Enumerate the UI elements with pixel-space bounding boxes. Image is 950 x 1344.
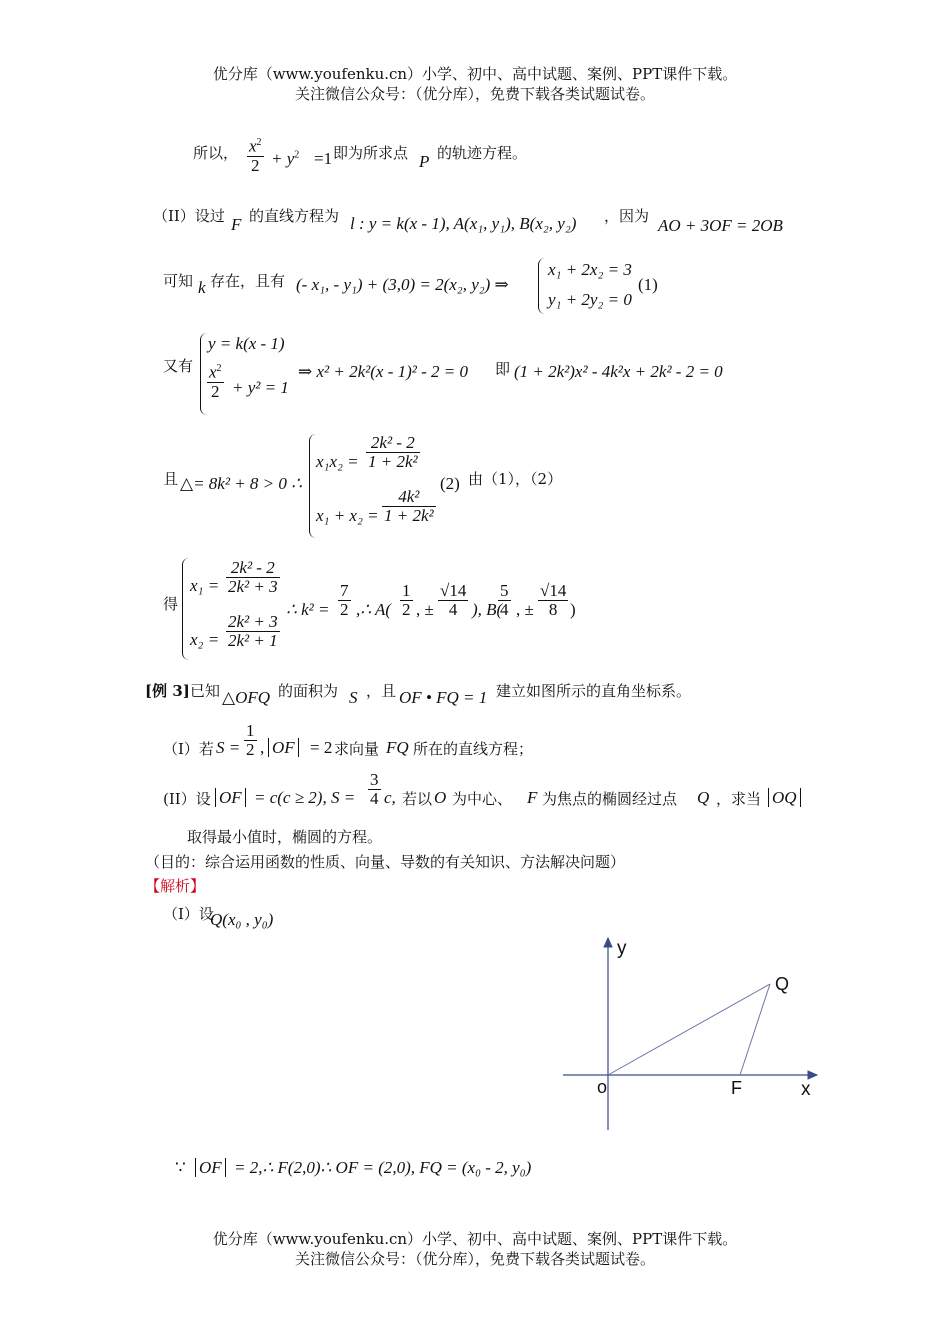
fraction-sys2: $\frac{x^2}{2}$ xyxy=(205,360,226,401)
fraction-x2-over-2: $\frac{x^2}{2}$ xyxy=(245,134,266,175)
fraction-A-x: $\frac{1}{2}$ xyxy=(402,581,411,619)
text-youyou: 又有 xyxy=(163,357,194,375)
q2-Q: Q xyxy=(697,788,710,807)
segment-FQ xyxy=(740,984,770,1075)
fraction-k2: $\frac{7}{2}$ xyxy=(340,581,349,619)
text-because: ，因为 xyxy=(604,207,650,225)
eq-line-l: l : y = k(x - 1), A(x₁, y₁), B(x₂, y₂) xyxy=(350,214,577,233)
brace-system-4 xyxy=(182,558,189,660)
text-kezhi: 可知 xyxy=(163,272,194,290)
q1-label: （I）若 xyxy=(163,740,214,758)
header-line-1: 优分库（www.youfenku.cn）小学、初中、高中试题、案例、PPT课件下载。 xyxy=(212,65,738,83)
example-text-3: ，且 xyxy=(366,682,397,700)
example-triangle: △OFQ xyxy=(222,688,271,707)
eq-sys4-a-lhs: x₁ = xyxy=(190,576,220,595)
text-you12: 由（1），（2） xyxy=(468,470,563,488)
label-O: o xyxy=(597,1077,608,1097)
final-abs-OF: OF xyxy=(195,1158,226,1178)
q1-end: 所在的直线方程； xyxy=(413,740,534,758)
symbol-P: P xyxy=(419,152,430,171)
eq-sys3-b-lhs: x₁ + x₂ = xyxy=(316,506,379,525)
fraction-B-x: $\frac{5}{4}$ xyxy=(500,581,509,619)
fraction-B-y: $\frac{√14}{8}$ xyxy=(540,581,567,619)
eq-sys2-b: + y² = 1 xyxy=(232,378,289,397)
brace-system-1 xyxy=(538,258,545,314)
eq-B-comma: , ± xyxy=(516,600,534,619)
sol1-label: （I）设 xyxy=(163,905,214,923)
q2-eq: = c(c ≥ 2), S = xyxy=(254,788,356,807)
eq-sys4-b-lhs: x₂ = xyxy=(190,630,220,649)
text-traj: 即为所求点 xyxy=(333,144,409,162)
eq-B-label: ), B( xyxy=(472,600,503,619)
text-suoyi: 所以， xyxy=(193,144,239,162)
sol1-Q: Q(x₀ , y₀) xyxy=(210,910,274,929)
q1-comma: , xyxy=(260,738,265,757)
q2-text-2: 为中心、 xyxy=(452,790,513,808)
eq-delta: △= 8k² + 8 > 0 ∴ xyxy=(180,474,302,493)
eq-sys3-a-lhs: x₁x₂ = xyxy=(316,452,359,471)
q2-label: (II）设 xyxy=(163,790,211,808)
label-y: y xyxy=(617,938,627,959)
text-part2-label: （II）设过 xyxy=(153,207,225,225)
jiexi-label: 【解析】 xyxy=(145,877,206,895)
fraction-q1: $\frac{1}{2}$ xyxy=(246,721,255,759)
brace-system-3 xyxy=(309,434,316,538)
fraction-A-y: $\frac{√14}{4}$ xyxy=(440,581,467,619)
footer-line-2: 关注微信公众号：（优分库），免费下载各类试题试卷。 xyxy=(294,1250,655,1268)
eq-plus-y2: + $y^2$ xyxy=(271,149,300,168)
q2-F: F xyxy=(527,788,538,807)
q2-text-4: ，求当 xyxy=(716,790,762,808)
segment-OQ xyxy=(608,984,770,1075)
final-eq: = 2,∴ F(2,0)∴ OF = (2,0), FQ = (x₀ - 2, y₀) xyxy=(234,1158,532,1177)
eq-close: ) xyxy=(570,600,576,619)
fraction-q2: $\frac{3}{4}$ xyxy=(370,770,379,808)
eq-result-k: ∴ k² = xyxy=(286,600,330,619)
eq-tag-1: (1) xyxy=(638,275,658,294)
q1-abs-OF: OF xyxy=(268,738,299,758)
symbol-k: k xyxy=(198,278,206,297)
text-de: 得 xyxy=(163,595,179,613)
q2-abs-OF: OF xyxy=(215,788,246,808)
q1-S: S = xyxy=(216,738,241,757)
example-dot: OF • FQ = 1 xyxy=(399,688,488,707)
example-text-1: 已知 xyxy=(190,682,221,700)
fraction-sys3-a: $\frac{\text{2k² - 2}}{\text{1 + 2k²}}$ xyxy=(368,433,418,471)
example-S: S xyxy=(349,688,358,707)
text-traj-end: 的轨迹方程。 xyxy=(437,144,528,162)
eq-tag-2: (2) xyxy=(440,474,460,493)
header-line-2: 关注微信公众号：（优分库），免费下载各类试题试卷。 xyxy=(294,85,655,103)
text-kezhi-2: 存在，且有 xyxy=(210,272,286,290)
final-because: ∵ xyxy=(175,1158,186,1177)
q2-O: O xyxy=(434,788,447,807)
coordinate-figure xyxy=(555,928,835,1138)
example-text-2: 的面积为 xyxy=(278,682,339,700)
eq-result-A: ,∴ A( xyxy=(356,600,392,619)
example-label: [例 3] xyxy=(145,682,190,700)
eq-A-comma: , ± xyxy=(416,600,434,619)
eq-equals-one: =1 xyxy=(314,149,333,168)
text-ji: 即 xyxy=(495,360,511,378)
symbol-F: F xyxy=(231,215,242,234)
footer-line-1: 优分库（www.youfenku.cn）小学、初中、高中试题、案例、PPT课件下载。 xyxy=(212,1230,738,1248)
q2-text-3: 为焦点的椭圆经过点 xyxy=(542,790,678,808)
label-x: x xyxy=(801,1079,811,1100)
eq-kezhi: (- x₁, - y₁) + (3,0) = 2(x₂, y₂) ⇒ xyxy=(296,275,509,294)
q1-eq: = 2 xyxy=(310,738,333,757)
q2-c: c, xyxy=(384,788,396,807)
example-text-4: 建立如图所示的直角坐标系。 xyxy=(496,682,692,700)
text-part2: 的直线方程为 xyxy=(249,207,340,225)
label-Q: Q xyxy=(775,974,790,994)
eq-sys2-a: y = k(x - 1) xyxy=(208,334,285,353)
eq-sys1-a: x₁ + 2x₂ = 3 xyxy=(548,260,632,279)
eq-vector-relation: AO + 3OF = 2OB xyxy=(658,216,783,235)
q1-FQ: FQ xyxy=(386,738,409,757)
label-F: F xyxy=(731,1078,742,1098)
eq-youyou: ⇒ x² + 2k²(x - 1)² - 2 = 0 xyxy=(298,362,469,381)
q1-text: 求向量 xyxy=(334,740,380,758)
purpose-text: （目的：综合运用函数的性质、向量、导数的有关知识、方法解决问题） xyxy=(145,853,626,871)
fraction-sys3-b: $\frac{\text{4k²}}{\text{1 + 2k²}}$ xyxy=(384,487,434,525)
q2-abs-OQ: OQ xyxy=(768,788,801,808)
eq-sys1-b: y₁ + 2y₂ = 0 xyxy=(548,290,632,309)
eq-ji: (1 + 2k²)x² - 4k²x + 2k² - 2 = 0 xyxy=(514,362,723,381)
q2-line-2: 取得最小值时，椭圆的方程。 xyxy=(187,828,383,846)
q2-text-1: 若以 xyxy=(402,790,433,808)
text-qie: 且 xyxy=(163,470,179,488)
fraction-sys4-a: $\frac{\text{2k² - 2}}{\text{2k² + 3}}$ xyxy=(228,558,278,596)
fraction-sys4-b: $\frac{\text{2k² + 3}}{\text{2k² + 1}}$ xyxy=(228,612,278,650)
